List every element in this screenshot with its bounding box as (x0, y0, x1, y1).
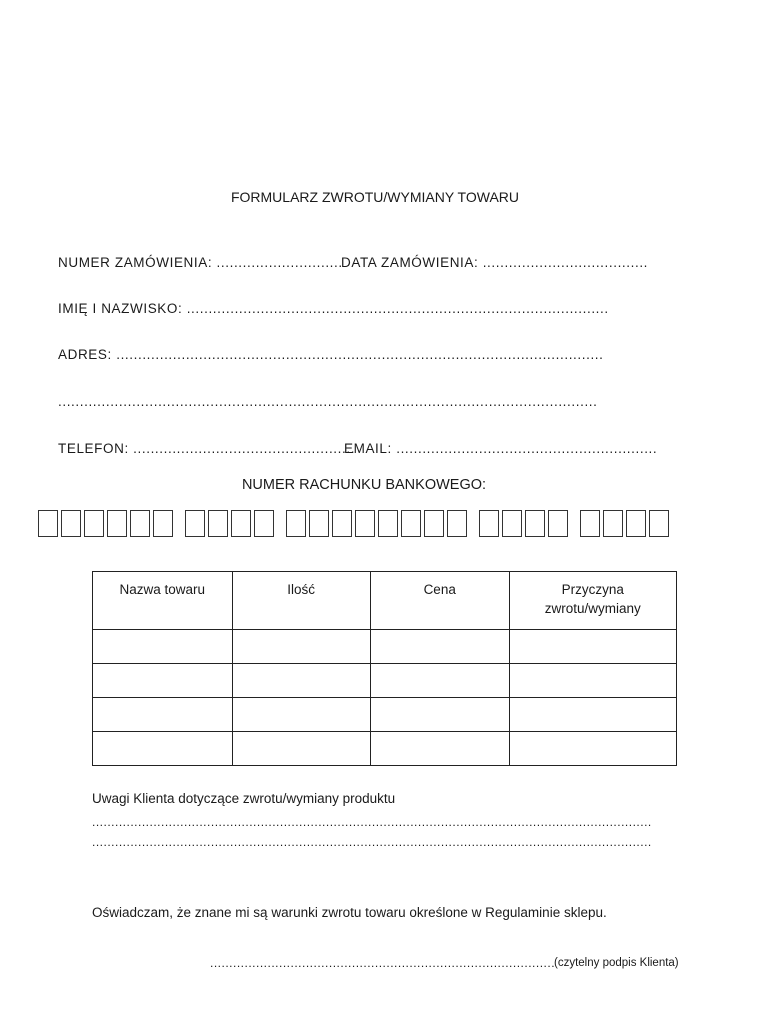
bank-digit-box[interactable] (61, 510, 81, 537)
table-cell[interactable] (370, 732, 509, 766)
bank-digit-box[interactable] (107, 510, 127, 537)
bank-account-boxes[interactable] (38, 510, 681, 537)
table-cell[interactable] (509, 732, 676, 766)
bank-digit-box[interactable] (603, 510, 623, 537)
bank-digit-box[interactable] (286, 510, 306, 537)
table-cell[interactable] (509, 630, 676, 664)
address-field[interactable]: ADRES: ................................................................................................................ (58, 347, 604, 362)
bank-digit-box[interactable] (153, 510, 173, 537)
phone-field[interactable]: TELEFON: ................................................... (58, 441, 356, 456)
bank-digit-box[interactable] (401, 510, 421, 537)
bank-digit-box[interactable] (231, 510, 251, 537)
statement-text: Oświadczam, że znane mi są warunki zwrotu towaru określone w Regulaminie sklepu. (92, 905, 607, 920)
bank-digit-box[interactable] (525, 510, 545, 537)
notes-line-1[interactable]: .................................................................................................................................................. (92, 815, 652, 829)
bank-digit-box[interactable] (38, 510, 58, 537)
order-number-field[interactable]: NUMER ZAMÓWIENIA: ............................. (58, 255, 343, 270)
bank-account-label: NUMER RACHUNKU BANKOWEGO: (241, 477, 487, 493)
bank-digit-box[interactable] (479, 510, 499, 537)
bank-digit-box[interactable] (332, 510, 352, 537)
table-cell[interactable] (93, 698, 233, 732)
bank-box-group (38, 510, 176, 537)
header-item-name: Nazwa towaru (93, 572, 233, 630)
table-cell[interactable] (232, 630, 370, 664)
table-cell[interactable] (370, 664, 509, 698)
notes-label: Uwagi Klienta dotyczące zwrotu/wymiany produktu (92, 791, 396, 806)
bank-box-group (479, 510, 571, 537)
bank-digit-box[interactable] (548, 510, 568, 537)
email-field[interactable]: EMAIL: ............................................................ (344, 441, 658, 456)
table-cell[interactable] (232, 664, 370, 698)
table-row (93, 630, 677, 664)
bank-box-group (580, 510, 672, 537)
table-cell[interactable] (509, 664, 676, 698)
address-line2-field[interactable]: ............................................................................................................................ (58, 394, 598, 409)
bank-digit-box[interactable] (447, 510, 467, 537)
bank-digit-box[interactable] (309, 510, 329, 537)
bank-digit-box[interactable] (502, 510, 522, 537)
table-row (93, 664, 677, 698)
bank-digit-box[interactable] (580, 510, 600, 537)
bank-digit-box[interactable] (626, 510, 646, 537)
table-cell[interactable] (93, 664, 233, 698)
table-row (93, 732, 677, 766)
table-cell[interactable] (232, 698, 370, 732)
header-reason: Przyczyna zwrotu/wymiany (509, 572, 676, 630)
bank-digit-box[interactable] (378, 510, 398, 537)
signature-label: (czytelny podpis Klienta) (554, 957, 679, 969)
bank-digit-box[interactable] (355, 510, 375, 537)
form-title: FORMULARZ ZWROTU/WYMIANY TOWARU (230, 189, 520, 205)
bank-digit-box[interactable] (649, 510, 669, 537)
returns-table (92, 571, 677, 766)
signature-line[interactable]: .......................................................................................... (210, 956, 556, 970)
bank-digit-box[interactable] (424, 510, 444, 537)
table-cell[interactable] (232, 732, 370, 766)
table-header-row (93, 572, 677, 630)
bank-digit-box[interactable] (208, 510, 228, 537)
bank-box-group (286, 510, 470, 537)
table-cell[interactable] (509, 698, 676, 732)
bank-digit-box[interactable] (130, 510, 150, 537)
table-cell[interactable] (93, 630, 233, 664)
bank-box-group (185, 510, 277, 537)
notes-line-2[interactable]: .................................................................................................................................................. (92, 835, 652, 849)
order-date-field[interactable]: DATA ZAMÓWIENIA: ...................................... (341, 255, 649, 270)
table-cell[interactable] (370, 630, 509, 664)
bank-digit-box[interactable] (185, 510, 205, 537)
full-name-field[interactable]: IMIĘ I NAZWISKO: ................................................................................................. (58, 301, 609, 316)
table-cell[interactable] (93, 732, 233, 766)
header-price: Cena (370, 572, 509, 630)
header-quantity: Ilość (232, 572, 370, 630)
bank-digit-box[interactable] (254, 510, 274, 537)
bank-digit-box[interactable] (84, 510, 104, 537)
table-cell[interactable] (370, 698, 509, 732)
table-row (93, 698, 677, 732)
